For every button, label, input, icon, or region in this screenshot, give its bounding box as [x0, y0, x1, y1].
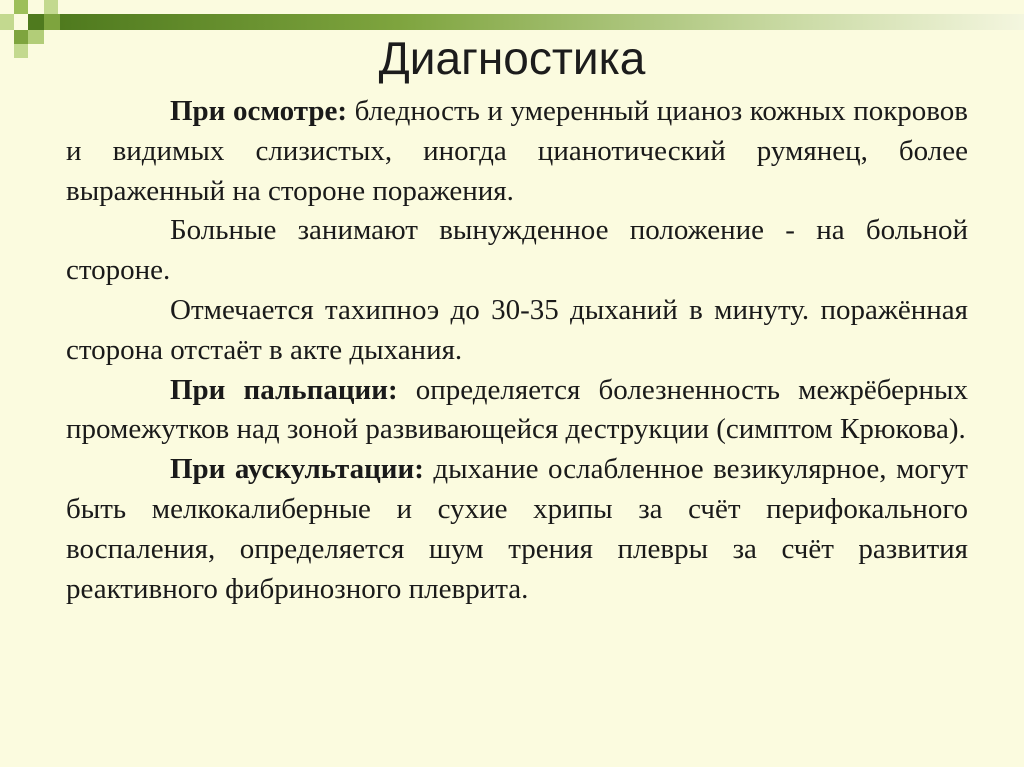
- paragraph-text: Отмечается тахипноэ до 30-35 дыханий в минуту. поражённая сторона отстаёт в акте дыхания.: [66, 293, 968, 366]
- paragraph-palpation: [66, 371, 968, 451]
- decor-square: [44, 14, 60, 30]
- paragraph-lead: При аускультации:: [170, 453, 424, 486]
- paragraph-inspection: [66, 92, 968, 211]
- paragraph-tachypnea: [66, 291, 968, 371]
- decor-square: [14, 0, 28, 14]
- paragraph-auscultation: [66, 450, 968, 609]
- decor-square: [44, 0, 58, 14]
- paragraph-text: определяется болезненность межрёберных промежутков над зоной развивающейся деструкции (симптом Крюкова).: [66, 373, 968, 446]
- paragraph-lead: При осмотре:: [170, 95, 348, 127]
- decor-square: [0, 14, 14, 30]
- decor-square: [28, 14, 44, 30]
- slide-body: [66, 92, 968, 609]
- paragraph-lead: При пальпации:: [170, 373, 398, 406]
- paragraph-text: дыхание ослабленное везикулярное, могут быть мелкокалиберные и сухие хрипы за счёт перифокального воспаления, определяется шум трения плевры за счёт развития реактивного фибринозного плеврита.: [66, 453, 968, 605]
- slide-title: Диагностика: [378, 32, 646, 84]
- title-accent-bar: [60, 14, 1024, 30]
- paragraph-text: Больные занимают вынужденное положение - на больной стороне.: [66, 214, 968, 287]
- paragraph-text: бледность и умеренный цианоз кожных покровов и видимых слизистых, иногда цианотический румянец, более выраженный на стороне поражения.: [66, 95, 968, 207]
- paragraph-position: [66, 211, 968, 291]
